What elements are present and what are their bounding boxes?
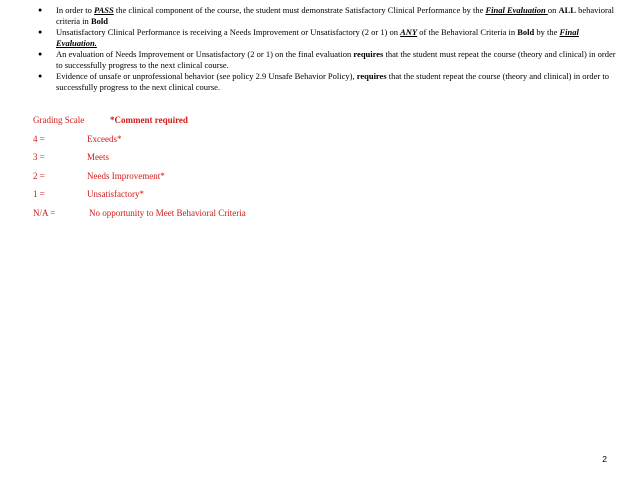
grade-label: Needs Improvement* <box>87 170 165 181</box>
grade-label: Meets <box>87 152 109 162</box>
bullet-icon: ● <box>38 72 43 80</box>
bullet-text: In order to PASS the clinical component of the course, the student must demonstrate Satisfactory Clinical Performance by the Final Evaluation on ALL behavioral criteria in Bold <box>56 5 614 26</box>
grade-label: Unsatisfactory* <box>87 189 144 199</box>
list-item <box>38 27 618 49</box>
list-item <box>38 49 618 71</box>
requirements-list <box>38 5 618 93</box>
bullet-text: Evidence of unsafe or unprofessional behavior (see policy 2.9 Unsafe Behavior Policy), requires that the student repeat the course (theory and clinical) in order to successfully progress to the next clinical course. <box>56 71 609 92</box>
grade-value: N/A = <box>33 207 56 218</box>
comment-required-note: *Comment required <box>110 115 188 125</box>
bullet-text: An evaluation of Needs Improvement or Unsatisfactory (2 or 1) on the final evaluation requires that the student must repeat the course (theory and clinical) in order to successfully progress to the next clinical course. <box>56 49 616 70</box>
grade-value: 2 = <box>33 170 45 181</box>
bullet-icon: ● <box>38 28 43 36</box>
grade-label: Exceeds* <box>87 133 122 144</box>
grading-scale-title: Grading Scale <box>33 115 85 125</box>
list-item <box>38 71 618 93</box>
list-item <box>38 5 618 27</box>
grade-value: 4 = <box>33 133 45 144</box>
bullet-text: Unsatisfactory Clinical Performance is receiving a Needs Improvement or Unsatisfactory (2 or 1) on ANY of the Behavioral Criteria in Bold by the Final Evaluation. <box>56 27 579 48</box>
bullet-icon: ● <box>38 6 43 14</box>
grade-value: 1 = <box>33 189 45 199</box>
grade-value: 3 = <box>33 152 45 162</box>
page-number: 2 <box>602 454 607 464</box>
bullet-icon: ● <box>38 50 43 58</box>
grade-label: No opportunity to Meet Behavioral Criteria <box>89 207 246 218</box>
